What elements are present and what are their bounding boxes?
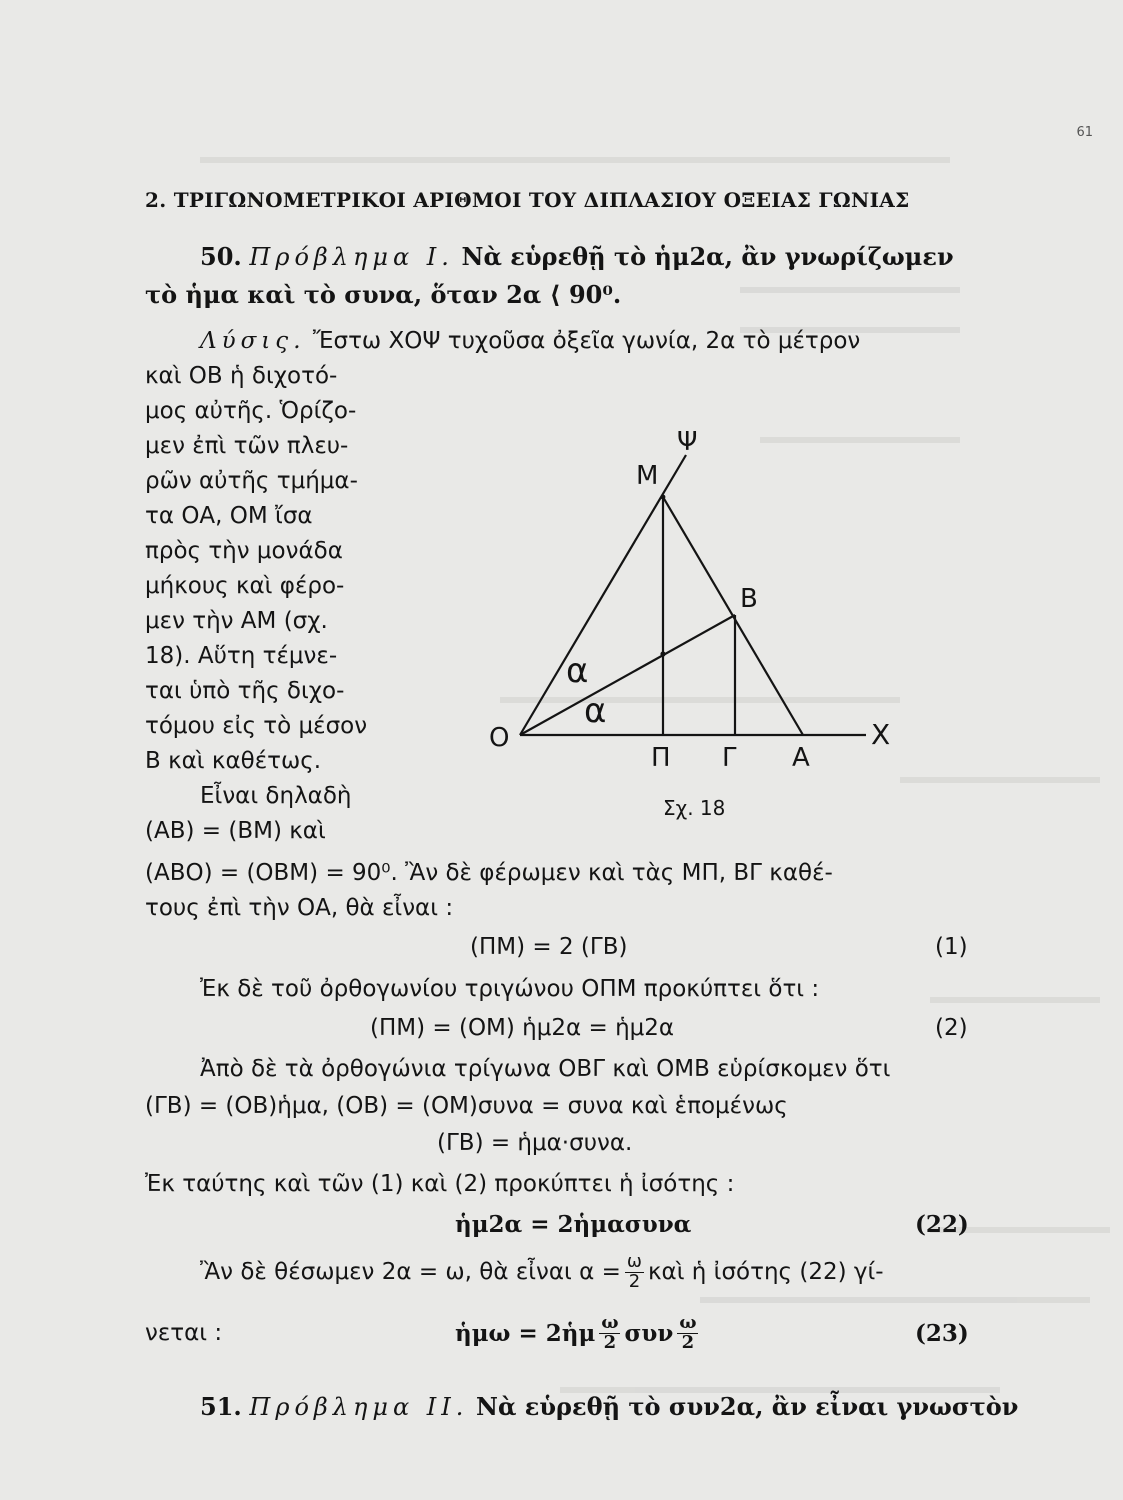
equation-22-number: (22) [915, 1211, 969, 1238]
solution-line-12: Β καὶ καθέτως. [145, 748, 322, 774]
equation-1-number: (1) [935, 934, 968, 960]
solution-line-7: μήκους καὶ φέρο- [145, 573, 345, 599]
solution-angle-line [145, 862, 833, 885]
label-A: Α [792, 743, 810, 773]
solution-line-11: τόμου εἰς τὸ μέσον [145, 713, 368, 739]
eq23-pre: ἡμω = 2ἡμ [455, 1319, 596, 1347]
solution-line-14: (ΑΒ) = (ΒΜ) καὶ [145, 818, 326, 844]
solution-line-2: μος αὐτῆς. Ὁρίζο- [145, 398, 357, 424]
problem-51-header [200, 1392, 1019, 1421]
text-f [200, 1245, 884, 1299]
problem-50-title: Πρόβλημα Ι. [249, 243, 454, 271]
eq23-fraction-1 [599, 1311, 620, 1353]
text-a: Ἐκ δὲ τοῦ ὀρθογωνίου τριγώνου ΟΠΜ προκύπτει ὅτι : [200, 976, 820, 1002]
point-M-dot [661, 495, 666, 500]
angle-line-continuation: Ἂν δὲ φέρωμεν καὶ τὰς ΜΠ, ΒΓ καθέ- [405, 860, 833, 886]
fraction-denominator: 2 [625, 1272, 644, 1292]
bisector-MP-intersection [660, 651, 665, 656]
equation-23-number: (23) [915, 1320, 969, 1347]
solution-line-3: μεν ἐπὶ τῶν πλευ- [145, 433, 349, 459]
solution-line-1: καὶ ΟΒ ἡ διχοτό- [145, 363, 338, 389]
label-O: Ο [489, 723, 510, 753]
label-psi: Ψ [677, 427, 698, 457]
label-M: Μ [636, 461, 659, 491]
equation-23-lead: νεται : [145, 1320, 223, 1346]
problem-50-text-line2: τὸ ἡμα καὶ τὸ συνα, ὅταν 2α ⟨ 90⁰. [145, 280, 622, 309]
solution-line-9: 18). Αὕτη τέμνε- [145, 643, 338, 669]
eq23-f2-den: 2 [677, 1333, 698, 1353]
label-B: Β [740, 584, 758, 614]
text-d: (ΓΒ) = ἡμα·συνα. [437, 1130, 633, 1156]
problem-50-number: 50. [200, 242, 242, 271]
equation-22: ἡμ2α = 2ἡμασυνα [455, 1211, 692, 1238]
solution-first-line [200, 330, 860, 353]
equation-2-number: (2) [935, 1015, 968, 1041]
solution-line-10: ται ὑπὸ τῆς διχο- [145, 678, 345, 704]
problem-51-number: 51. [200, 1392, 242, 1421]
solution-line-8: μεν τὴν ΑΜ (σχ. [145, 608, 328, 634]
text-e: Ἐκ ταύτης καὶ τῶν (1) καὶ (2) προκύπτει ἡ ἰσότης : [145, 1171, 735, 1197]
equation-1: (ΠΜ) = 2 (ΓΒ) [470, 934, 628, 960]
label-alpha-upper: α [566, 651, 589, 691]
solution-line-4: ρῶν αὐτῆς τμήμα- [145, 468, 358, 494]
text-f-post: καὶ ἡ ἰσότης (22) γί- [647, 1258, 884, 1285]
eq23-mid: συν [624, 1319, 674, 1347]
solution-line-after: τους ἐπὶ τὴν ΟΑ, θὰ εἶναι : [145, 895, 454, 921]
equation-23 [455, 1305, 702, 1361]
angle-equation: (ΑΒΟ) = (ΟΒΜ) = 90⁰. [145, 860, 398, 886]
fraction-numerator: ω [626, 1250, 642, 1272]
solution-line-13: Εἶναι δηλαδὴ [200, 783, 352, 809]
problem-50-text: Νὰ εὑρεθῇ τὸ ἡμ2α, ἂν γνωρίζωμεν [461, 242, 954, 271]
fraction-omega-over-2 [625, 1250, 644, 1292]
label-alpha-lower: α [584, 691, 607, 731]
solution-line-6: πρὸς τὴν μονάδα [145, 538, 343, 564]
eq23-f1-den: 2 [599, 1333, 620, 1353]
eq23-fraction-2 [677, 1311, 698, 1353]
text-b: Ἀπὸ δὲ τὰ ὀρθογώνια τρίγωνα ΟΒΓ καὶ ΟΜΒ εὑρίσκομεν ὅτι [200, 1056, 891, 1082]
label-G: Γ [722, 743, 737, 773]
equation-2: (ΠΜ) = (ΟΜ) ἡμ2α = ἡμ2α [370, 1015, 675, 1041]
bisector-OB [520, 615, 735, 735]
text-c: (ΓΒ) = (ΟΒ)ἡμα, (ΟΒ) = (ΟΜ)συνα = συνα καὶ ἑπομένως [145, 1093, 788, 1119]
eq23-f1-num: ω [601, 1311, 619, 1333]
problem-51-text: Νὰ εὑρεθῇ τὸ συν2α, ἂν εἶναι γνωστὸν [476, 1392, 1019, 1421]
label-X: Χ [871, 718, 891, 751]
solution-line-0: Ἔστω ΧΟΨ τυχοῦσα ὀξεῖα γωνία, 2α τὸ μέτρον [312, 328, 861, 354]
figure-caption: Σχ. 18 [663, 796, 726, 820]
eq23-f2-num: ω [679, 1311, 697, 1333]
section-heading: 2. ΤΡΙΓΩΝΟΜΕΤΡΙΚΟΙ ΑΡΙΘΜΟΙ ΤΟΥ ΔΙΠΛΑΣΙΟΥ ΟΞΕΙΑΣ ΓΩΝΙΑΣ [145, 188, 910, 212]
solution-line-5: τα ΟΑ, ΟΜ ἴσα [145, 503, 313, 529]
figure-18 [470, 395, 930, 835]
label-P: Π [651, 743, 671, 773]
problem-51-title: Πρόβλημα ΙΙ. [249, 1393, 469, 1421]
page-number: 61 [1076, 125, 1093, 140]
text-f-pre: Ἂν δὲ θέσωμεν 2α = ω, θὰ εἶναι α = [200, 1258, 621, 1285]
solution-label: Λύσις. [200, 328, 306, 354]
problem-50-header [200, 242, 954, 271]
